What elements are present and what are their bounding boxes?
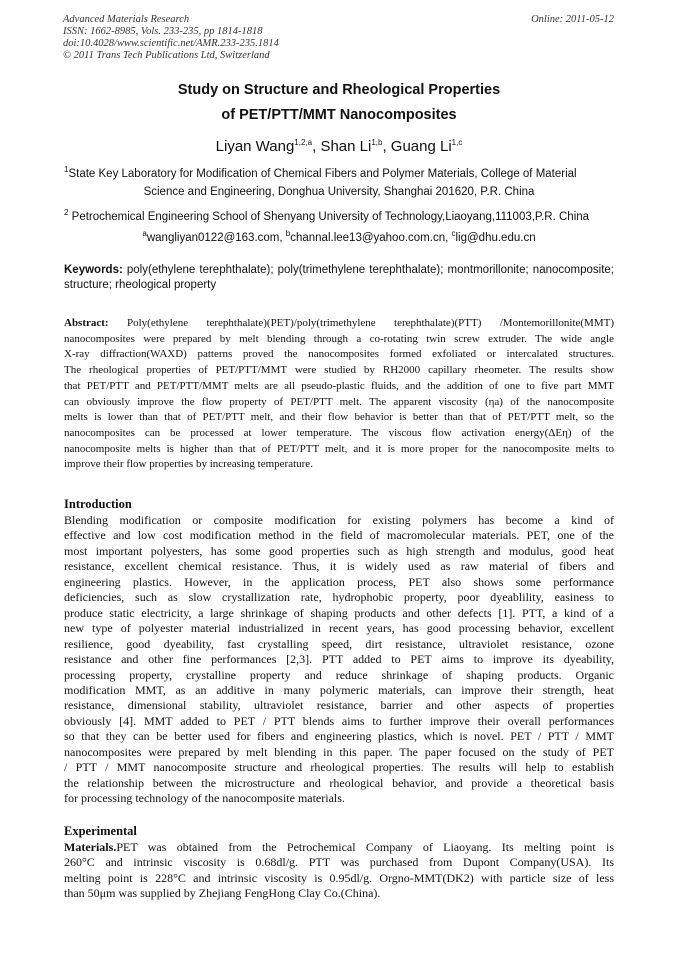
email-address[interactable]: lig@dhu.edu.cn [455,231,536,244]
affiliation-mark: 2 [64,208,69,217]
journal-header [63,14,279,62]
body-line: Blending modification or composite modification for existing polymers has become a kind of [64,513,614,527]
abstract-line: melts is lower than that of PET/PTT melt, and their flow behavior is better than that of PET/PTT melt, so the [64,411,614,424]
issn-line: ISSN: 1662-8985, Vols. 233-235, pp 1814-1818 [63,26,263,37]
body-line [64,840,614,855]
affiliation-text: Petrochemical Engineering School of Shenyang University of Technology,Liaoyang,111003,P.R. China [68,210,590,223]
body-line: melting point is 228°C and intrinsic viscosity is 0.95dl/g. Orgno-MMT(DK2) with particle size of less [64,870,614,885]
author-list [0,138,678,155]
abstract-line: can obviously improve the flow property of PET/PTT melt. The apparent viscosity (ηa) of the nanocomposite [64,395,614,408]
author-name: Guang Li [390,138,452,155]
abstract-label: Abstract: [64,317,109,329]
affiliation-1-line-1 [64,165,577,180]
affiliation-2 [64,208,589,223]
abstract-line: The rheological properties of PET/PTT/MMT were studied by RH2000 capillary rheometer. The results show [64,364,614,377]
abstract-line: nanocomposite melts is higher than that of PET/PTT melt, and it is more proper for the nanocomposite melts to [64,442,614,455]
experimental-heading: Experimental [64,824,137,838]
introduction-heading: Introduction [64,497,132,511]
author-affiliation-mark: 1,c [451,138,463,147]
body-line: for processing technology of the nanocomposite materials. [64,791,345,806]
body-line: processing property, crystalline property and reduce shrinkage of shaping products. Organic [64,667,614,682]
abstract-line [64,316,614,332]
body-line: nanocomposites were prepared by melt blending in this paper. The paper focused on the study of PET [64,744,614,759]
body-text: PET was obtained from the Petrochemical Company of Liaoyang. Its melting point is [116,840,614,854]
body-line: new type of polyester material industrialized in recent years, has good processing behavior, excellent [64,621,614,636]
body-line: engineering plastics. However, in the application process, PET also shows some performance [64,574,614,589]
doi-line: doi:10.4028/www.scientific.net/AMR.233-235.1814 [63,38,279,49]
author-separator: , [382,138,391,155]
affiliation-text: State Key Laboratory for Modification of Chemical Fibers and Polymer Materials, College of Material [68,167,577,180]
author-affiliation-mark: 1,2,a [294,138,313,147]
author-separator: , [312,138,321,155]
journal-name: Advanced Materials Research [63,14,190,25]
body-line: produce static electricity, a large shrinkage of shaping products and other defects [1]. PTT, a kind of a [64,605,614,620]
body-line: most important polyesters, has some good properties such as high strength and modulus, good heat [64,543,614,558]
body-line: than 50μm was supplied by Zhejiang FengHong Clay Co.(China). [64,886,381,901]
email-mark: a [142,229,147,238]
abstract [64,316,614,473]
paper-title-line-2: of PET/PTT/MMT Nanocomposites [221,107,457,123]
body-line: 260°C and intrinsic viscosity is 0.68dl/g. PTT was purchased from Dupont Company(USA). Its [64,855,614,870]
body-line: obviously [4]. MMT added to PET / PTT blends aims to further improve their overall performances [64,713,614,728]
body-line: modification MMT, as an additive in many polymeric materials, can improve their strength, heat [64,682,614,697]
keywords [64,263,614,293]
body-line: effective and low cost modification method in the field of macromolecular materials. PET, one of the [64,528,614,543]
body-line: resistance and other fine performances [2,3]. PTT added to PET aims to improve its dyeability, [64,652,614,667]
materials-label: Materials. [64,840,117,854]
email-list [0,229,678,244]
keywords-label: Keywords: [64,264,123,276]
author-name: Shan Li [320,138,372,155]
affiliation-mark: 1 [64,165,69,174]
experimental-body [64,840,614,902]
body-line: resistance, excellent chemical resistance. Thus, it is widely used as raw material of fibers and [64,559,614,574]
author-affiliation-mark: 1,b [371,138,383,147]
email-separator: , [445,231,452,244]
abstract-line: nanocomposites were prepared by melt blending through a co-rotating twin screw extruder. The wide angle [64,332,614,345]
paper-title-line-1: Study on Structure and Rheological Properties [177,82,501,98]
email-address[interactable]: wangliyan0122@163.com [146,231,280,244]
email-separator: , [279,231,286,244]
abstract-line: that PET/PTT and PET/PTT/MMT melts are all pseudo-plastic fluids, and the addition of one to five part MMT [64,379,614,392]
introduction-body [64,513,614,807]
abstract-line: X-ray diffraction(WAXD) patterns proved the nanocomposites formed exfoliated or intercalated structures. [64,348,614,361]
body-line: resistance, dimensional stability, ultraviolet resistance, barrier and other aspects of properties [64,698,614,713]
body-line: deficiencies, such as slow crystallization rate, hydrophobic property, poor dyeablility, easiness to [64,590,614,605]
email-mark: b [285,229,291,238]
abstract-text: Poly(ethylene terephthalate)(PET)/poly(trimethylene terephthalate)(PTT) /Montemorillonite(MMT) [108,317,614,329]
body-line: so that they can be better used for fibers and engineering plastics, which is novel. PET / PTT / MMT [64,729,614,744]
affiliation-1-line-2: Science and Engineering, Donghua University, Shanghai 201620, P.R. China [143,186,535,198]
abstract-line: improve their flow properties by increasing temperature. [64,458,313,471]
keywords-text: poly(ethylene terephthalate); poly(trimethylene terephthalate); montmorillonite; nanocomposite; structure; rheological property [64,264,614,291]
email-mark: c [451,229,456,238]
online-date: Online: 2011-05-12 [531,14,614,25]
body-line: the relationship between the microstructure and rheological behavior, and provide a theoretical basis [64,775,614,790]
abstract-line: nanocomposites can be processed at lower temperature. The viscous flow activation energy(ΔEη) of the [64,426,614,439]
author-name: Liyan Wang [215,138,295,155]
body-line: resilience, good dyeability, fast crystalling speed, dirt resistance, ultraviolet resistance, ozone [64,636,614,651]
email-address[interactable]: channal.lee13@yahoo.com.cn [290,231,446,244]
copyright-line: © 2011 Trans Tech Publications Ltd, Switzerland [63,50,270,61]
body-line: / PTT / MMT nanocomposite structure and rheological properties. The results will help to establish [64,760,614,775]
